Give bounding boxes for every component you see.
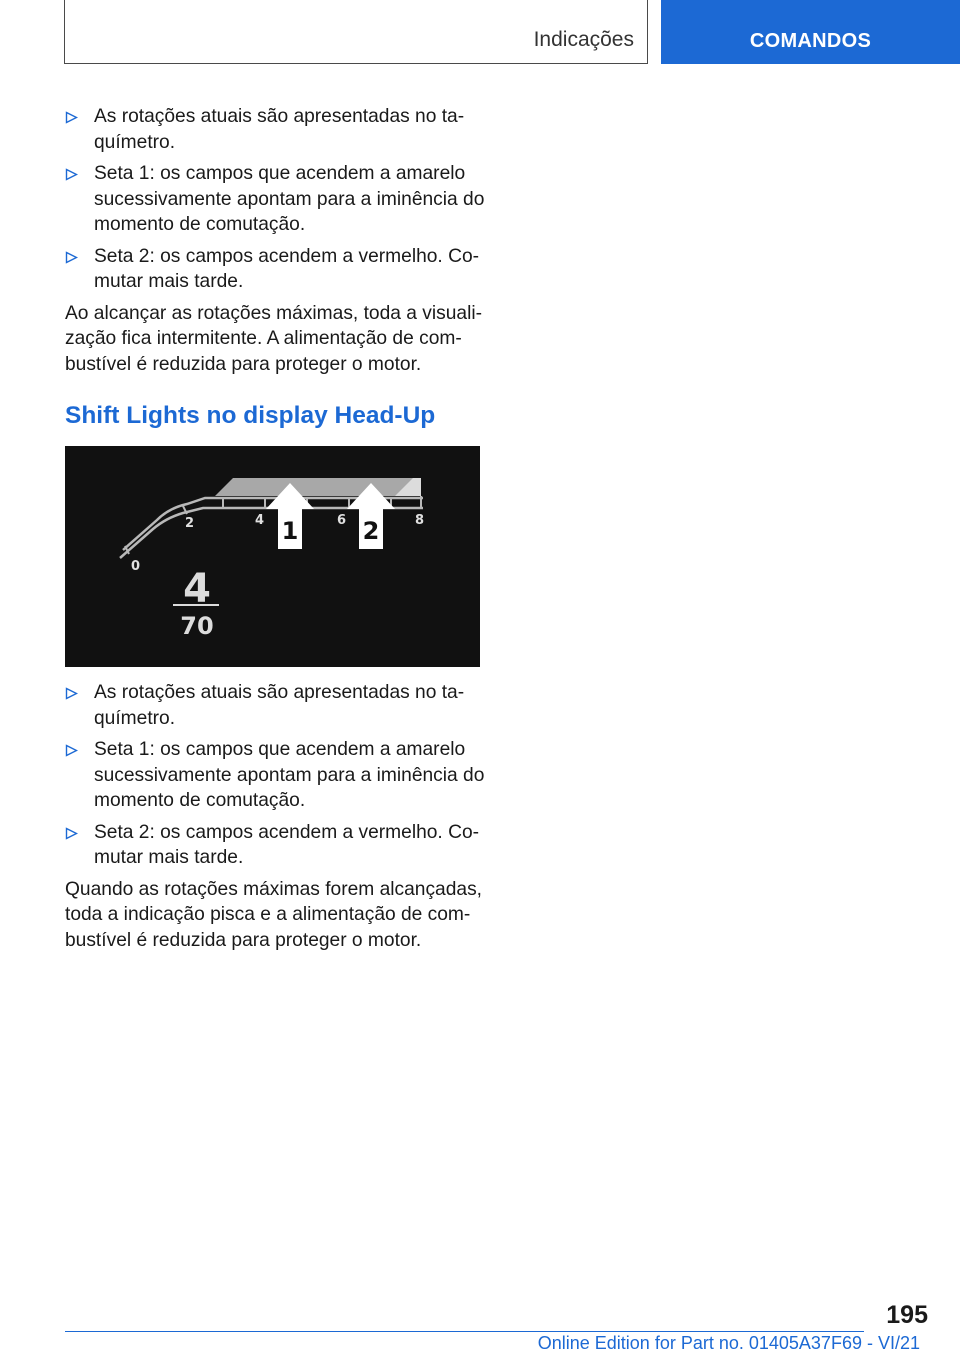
chapter-tab[interactable]: COMANDOS bbox=[661, 0, 960, 64]
shift-light-fields bbox=[215, 478, 419, 496]
edition-note: Online Edition for Part no. 01405A37F69 - VI/21 bbox=[537, 1333, 920, 1353]
list-item-text: Seta 1: os campos que acendem a amarelo sucessivamente apontam para a iminência do momento de comutação. bbox=[94, 163, 485, 235]
bullet-triangle-icon bbox=[65, 251, 78, 264]
list-item bbox=[65, 104, 485, 155]
list-item-text: Seta 2: os campos acendem a vermelho. Comutar mais tarde. bbox=[94, 821, 480, 868]
section-heading: Shift Lights no display Head-Up bbox=[65, 402, 436, 429]
bullet-triangle-icon bbox=[65, 827, 78, 840]
bullet-triangle-icon bbox=[65, 111, 78, 124]
hud-illustration bbox=[65, 446, 480, 667]
hud-section bbox=[65, 680, 485, 953]
list-item bbox=[65, 161, 485, 238]
bullet-triangle-icon bbox=[65, 744, 78, 757]
list-item-text: Seta 1: os campos que acendem a amarelo sucessivamente apontam para a iminência do momento de comutação. bbox=[94, 739, 485, 811]
intro-list bbox=[65, 104, 485, 295]
heading-wrap bbox=[65, 400, 485, 432]
intro-section bbox=[65, 104, 485, 377]
list-item bbox=[65, 737, 485, 814]
hud-shift-lights-figure bbox=[65, 446, 480, 667]
list-item-text: As rotações atuais são apresentadas no taquímetro. bbox=[94, 682, 465, 729]
intro-paragraph: Ao alcançar as rotações máximas, toda a visualização fica intermitente. A alimentação de combustível é reduzida para proteger o motor. bbox=[65, 302, 482, 375]
list-item bbox=[65, 820, 485, 871]
scale-label-2: 2 bbox=[185, 516, 195, 531]
scale-label-6: 6 bbox=[337, 513, 347, 528]
gear-indicator: 4 bbox=[183, 566, 211, 612]
scale-label-0: 0 bbox=[131, 559, 141, 574]
list-item-text: As rotações atuais são apresentadas no taquímetro. bbox=[94, 106, 465, 153]
page-number: 195 bbox=[886, 1301, 928, 1329]
arrow-label-1: 1 bbox=[281, 517, 299, 545]
hud-list bbox=[65, 680, 485, 871]
bullet-triangle-icon bbox=[65, 168, 78, 181]
arrow-label-2: 2 bbox=[362, 517, 380, 545]
bullet-triangle-icon bbox=[65, 687, 78, 700]
list-item bbox=[65, 680, 485, 731]
list-item bbox=[65, 244, 485, 295]
list-item-text: Seta 2: os campos acendem a vermelho. Comutar mais tarde. bbox=[94, 245, 480, 292]
scale-label-4: 4 bbox=[255, 513, 265, 528]
section-title: Indicações bbox=[533, 28, 634, 51]
scale-label-8: 8 bbox=[415, 513, 425, 528]
hud-paragraph: Quando as rotações máximas forem alcançadas, toda a indicação pisca e a alimentação de combustível é reduzida para proteger o motor. bbox=[65, 878, 483, 951]
speed-indicator: 70 bbox=[180, 612, 214, 640]
footer-divider bbox=[65, 1331, 864, 1332]
